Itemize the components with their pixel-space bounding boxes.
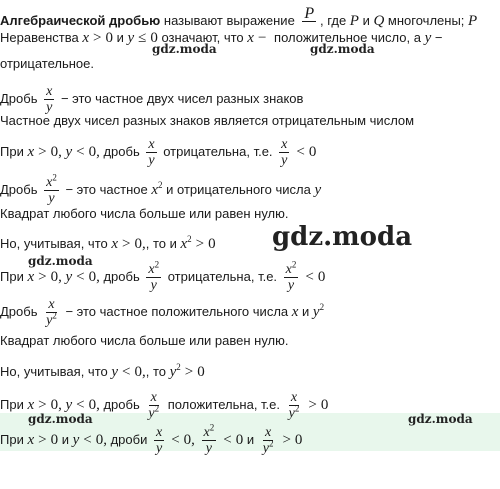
reasoning-line-2: Но, учитывая, что y < 0,, то $y^2 > 0$ (0, 362, 205, 380)
text-line: отрицательное. (0, 56, 94, 71)
watermark: gdz.moda (408, 412, 473, 426)
fraction-line-3: Дробь $\frac{x}{y^2}$ − это частное положительного числа x и $y^2$ (0, 297, 325, 328)
watermark: gdz.moda (152, 42, 217, 56)
p-over-q: P (304, 5, 315, 22)
reasoning-line-1: Но, учитывая, что x > 0,, то и $x^2 > 0$ (0, 234, 216, 252)
answer-line: При x > 0 и y < 0, дроби $\frac{x}{y}$ < 0, $\frac{x^2}{y}$ < 0 и $\frac{x}{y^2}$ > 0 (0, 422, 303, 456)
term: Алгебраической дробью (0, 12, 161, 28)
condition-line-3: При x > 0, y < 0, дробь $\frac{x}{y^2}$ положительна, т.е. $\frac{x}{y^2}$ > 0 (0, 390, 329, 421)
fraction-line-1: Дробь $\frac{x}{y}$ − это частное двух чисел разных знаков (0, 84, 304, 115)
text-line: Частное двух чисел разных знаков является отрицательным числом (0, 113, 415, 128)
text-line: Квадрат любого числа больше или равен нулю. (0, 333, 289, 348)
condition-line-2: При x > 0, y < 0, дробь $\frac{x^2}{y}$ отрицательна, т.е. $\frac{x^2}{y}$ < 0 (0, 259, 326, 293)
fraction-line-2: Дробь $\frac{x^2}{y}$ − это частное $x^2$ и отрицательного числа y (0, 172, 322, 206)
text-line: Квадрат любого числа больше или равен нулю. (0, 206, 289, 221)
watermark: gdz.moda (272, 222, 413, 252)
watermark: gdz.moda (310, 42, 375, 56)
definition-line: Алгебраической дробью называют выражение P , где P и Q многочлены; P (0, 6, 477, 37)
condition-line-1: При x > 0, y < 0, дробь $\frac{x}{y}$ отрицательна, т.е. $\frac{x}{y}$ < 0 (0, 137, 317, 168)
watermark: gdz.moda (28, 412, 93, 426)
watermark: gdz.moda (28, 254, 93, 268)
inequalities-line: Неравенства x > 0 и y ≤ 0 означают, что x − положительное число, а y − (0, 30, 443, 46)
